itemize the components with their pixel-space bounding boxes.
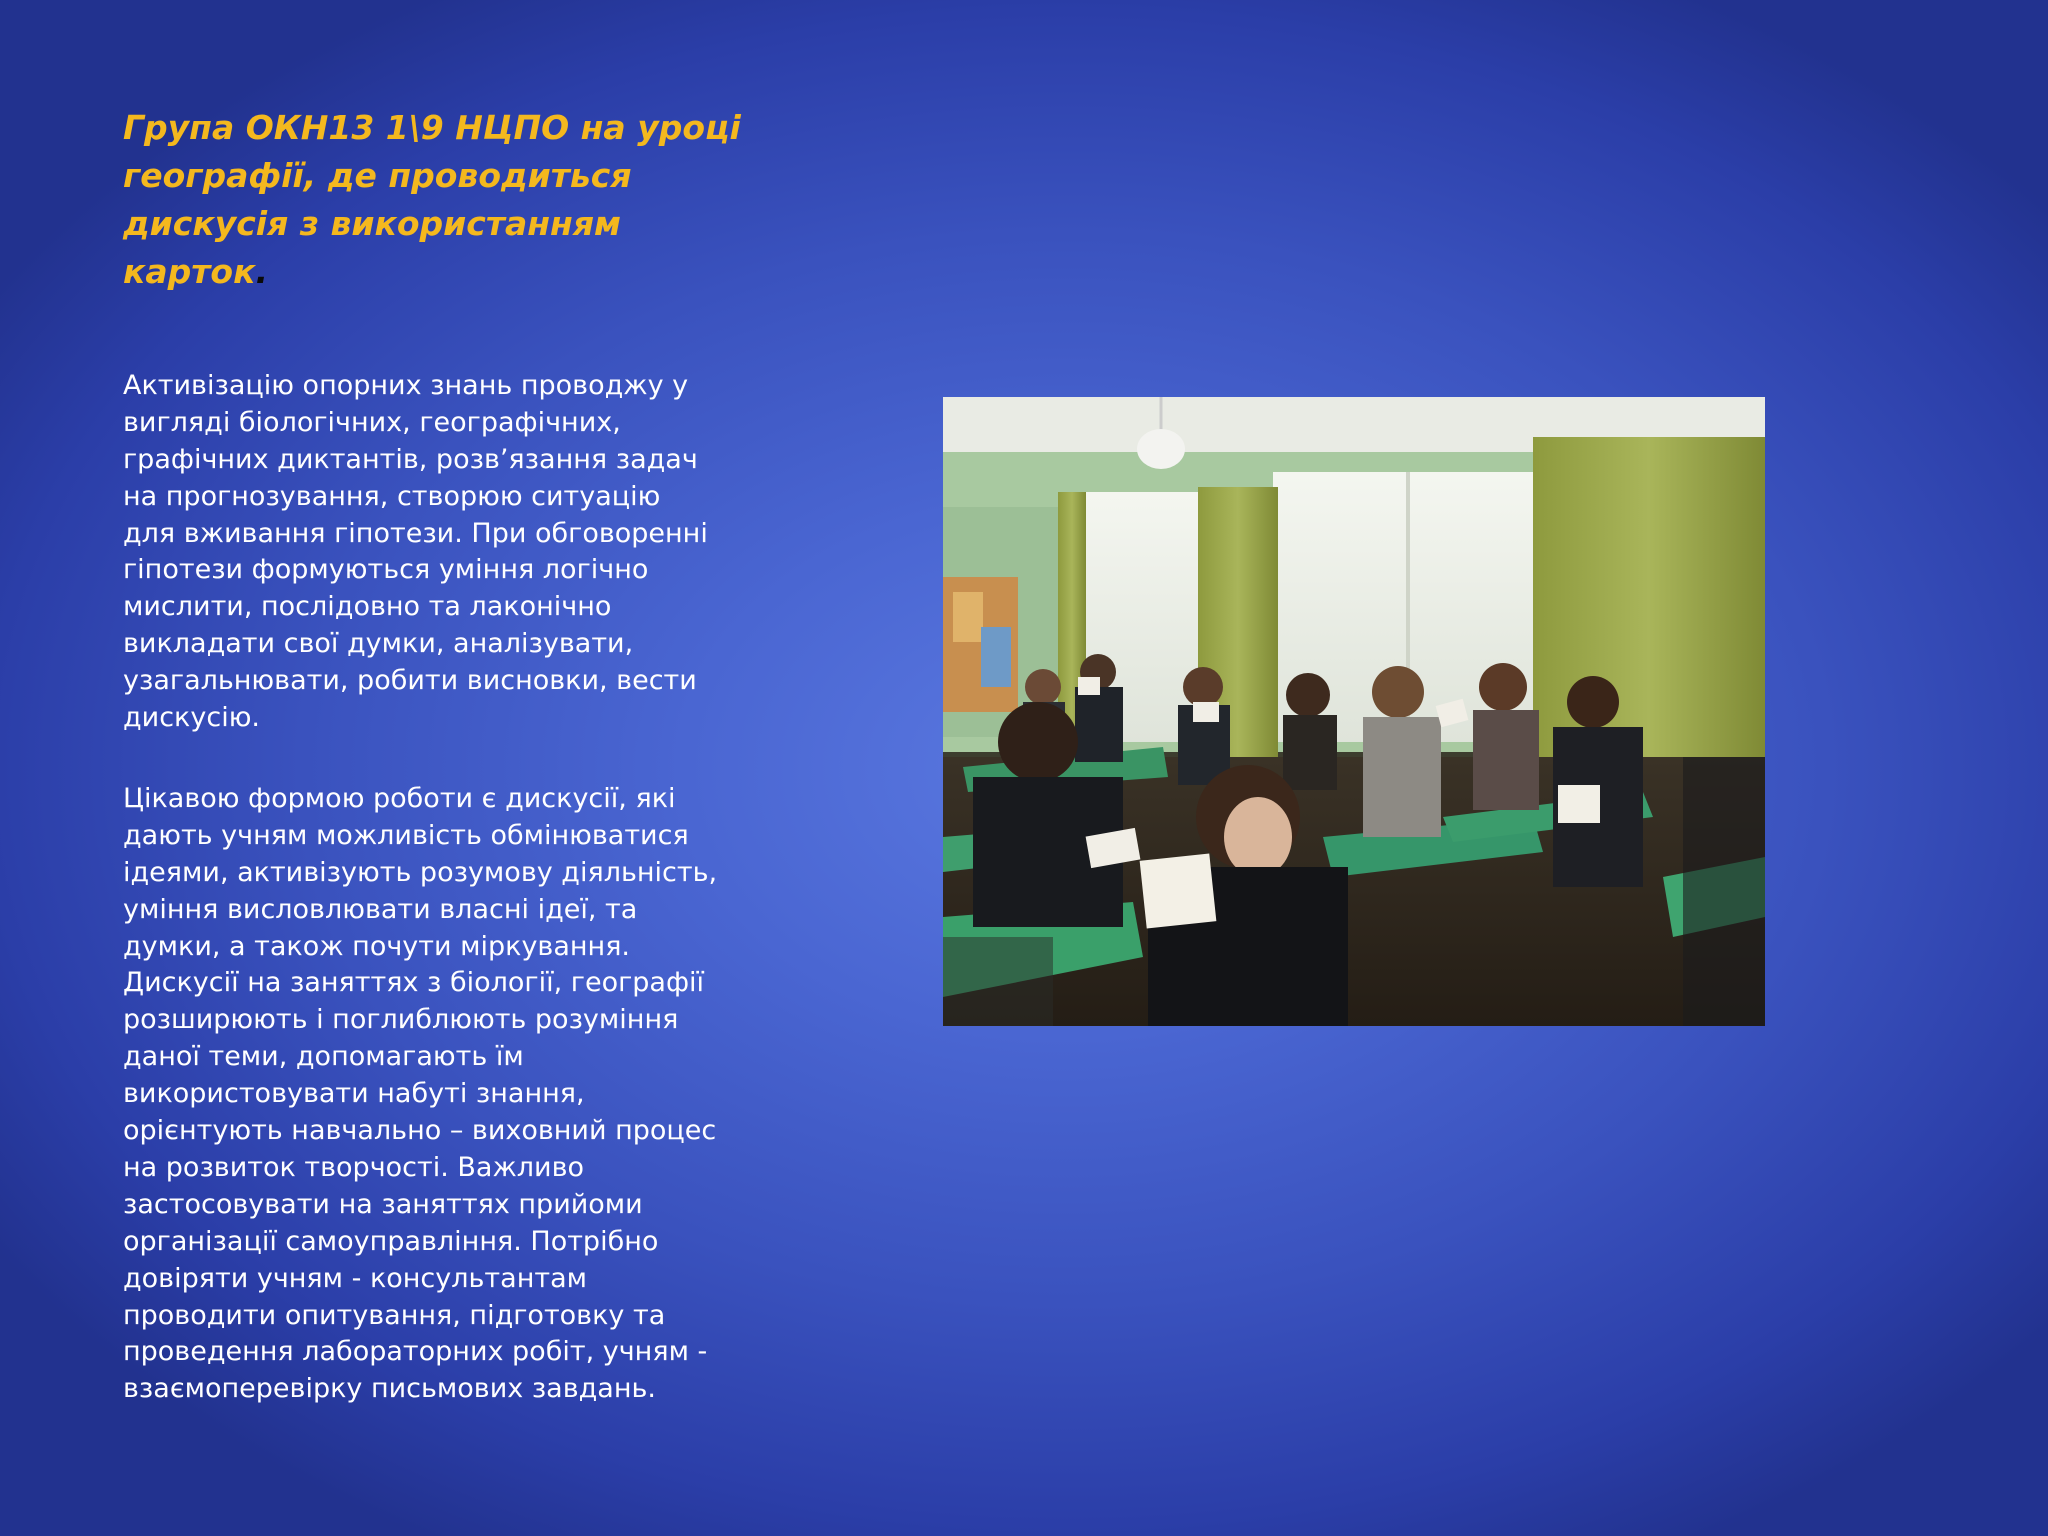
body-paragraph-2: Цікавою формою роботи є дискусії, які дають учням можливість обмінюватися ідеями, активізують розумову діяльність, уміння висловлювати власні ідеї, та думки, а також почути міркування. Дискусії на заняттях з біології, географії розширюють і поглиблюють розуміння даної теми, допомагають їм використовувати набуті знання, орієнтують навчально – виховний процес на розвиток творчості. Важливо застосовувати на заняттях прийоми організації самоуправління. Потрібно довіряти учням - консультантам проводити опитування, підготовку та проведення лабораторних робіт, учням - взаємоперевірку письмових завдань. [123,782,718,1405]
slide-title-text: Група ОКН13 1\9 НЦПО на уроці географії, де проводиться дискусія з використанням карток [123,108,741,291]
body-paragraph-1: Активізацію опорних знань проводжу у вигляді біологічних, географічних, графічних диктантів, розв’язання задач на прогнозування, створюю ситуацію для вживання гіпотези. При обговоренні гіпотези формуються уміння логічно мислити, послідовно та лаконічно викладати свої думки, аналізувати, узагальнювати, робити висновки, вести дискусію. [123,369,708,734]
slide-title-period: . [255,252,269,291]
slide-title [123,104,743,296]
classroom-photo-image [943,397,1765,1026]
classroom-photo [943,397,1765,1026]
slide-body [123,331,763,1445]
